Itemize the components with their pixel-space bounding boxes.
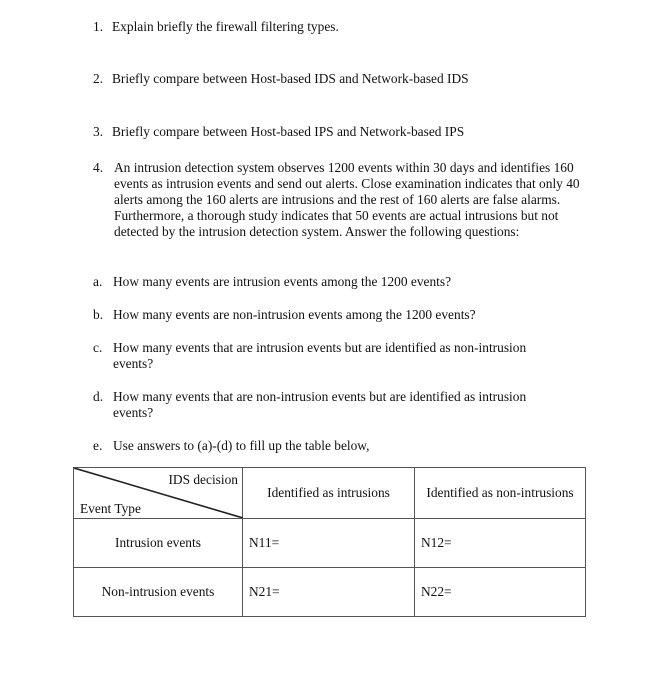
column-header-non-intrusions: Identified as non-intrusions — [415, 468, 586, 519]
diagonal-header-cell — [74, 468, 243, 519]
sub-question-letter: c. — [93, 340, 103, 355]
question-text: Briefly compare between Host-based IDS and Network-based IDS — [112, 71, 469, 86]
sub-question-text: Use answers to (a)-(d) to fill up the table below, — [113, 438, 370, 453]
question-number: 1. — [93, 19, 104, 34]
question-number: 3. — [93, 124, 104, 139]
event-type-label: Event Type — [80, 501, 141, 516]
column-header-intrusions: Identified as intrusions — [243, 468, 415, 519]
row-label: Non-intrusion events — [74, 568, 243, 617]
table-row — [74, 519, 586, 568]
question-text: Explain briefly the firewall filtering types. — [112, 19, 339, 34]
sub-question-letter: d. — [93, 389, 104, 404]
ids-decision-label: IDS decision — [168, 472, 238, 487]
question-number: 4. — [93, 160, 104, 175]
sub-question-letter: b. — [93, 307, 104, 322]
table-header-row — [74, 468, 586, 519]
ids-decision-table — [73, 467, 586, 617]
table-row — [74, 568, 586, 617]
sub-question-letter: a. — [93, 274, 103, 289]
cell-n11: N11= — [243, 519, 415, 568]
sub-question-text: How many events that are intrusion events but are identified as non-intrusion events? — [113, 340, 527, 371]
question-text: An intrusion detection system observes 1200 events within 30 days and identifies 160 events as intrusion events and send out alerts. Close examination indicates that only 40 alerts among the 160 alerts are intrusions and the rest of 160 alerts are false alarms. Furthermore, a thorough study indicates that 50 events are actual intrusions but not detected by the intrusion detection system. Answer the following questions: — [114, 160, 580, 239]
question-number: 2. — [93, 71, 104, 86]
cell-n12: N12= — [415, 519, 586, 568]
question-text: Briefly compare between Host-based IPS and Network-based IPS — [112, 124, 465, 139]
sub-question-text: How many events that are non-intrusion events but are identified as intrusion events? — [113, 389, 527, 420]
cell-n21: N21= — [243, 568, 415, 617]
sub-question-text: How many events are intrusion events among the 1200 events? — [113, 274, 452, 289]
sub-question-text: How many events are non-intrusion events among the 1200 events? — [113, 307, 476, 322]
sub-question-letter: e. — [93, 438, 103, 453]
cell-n22: N22= — [415, 568, 586, 617]
row-label: Intrusion events — [74, 519, 243, 568]
